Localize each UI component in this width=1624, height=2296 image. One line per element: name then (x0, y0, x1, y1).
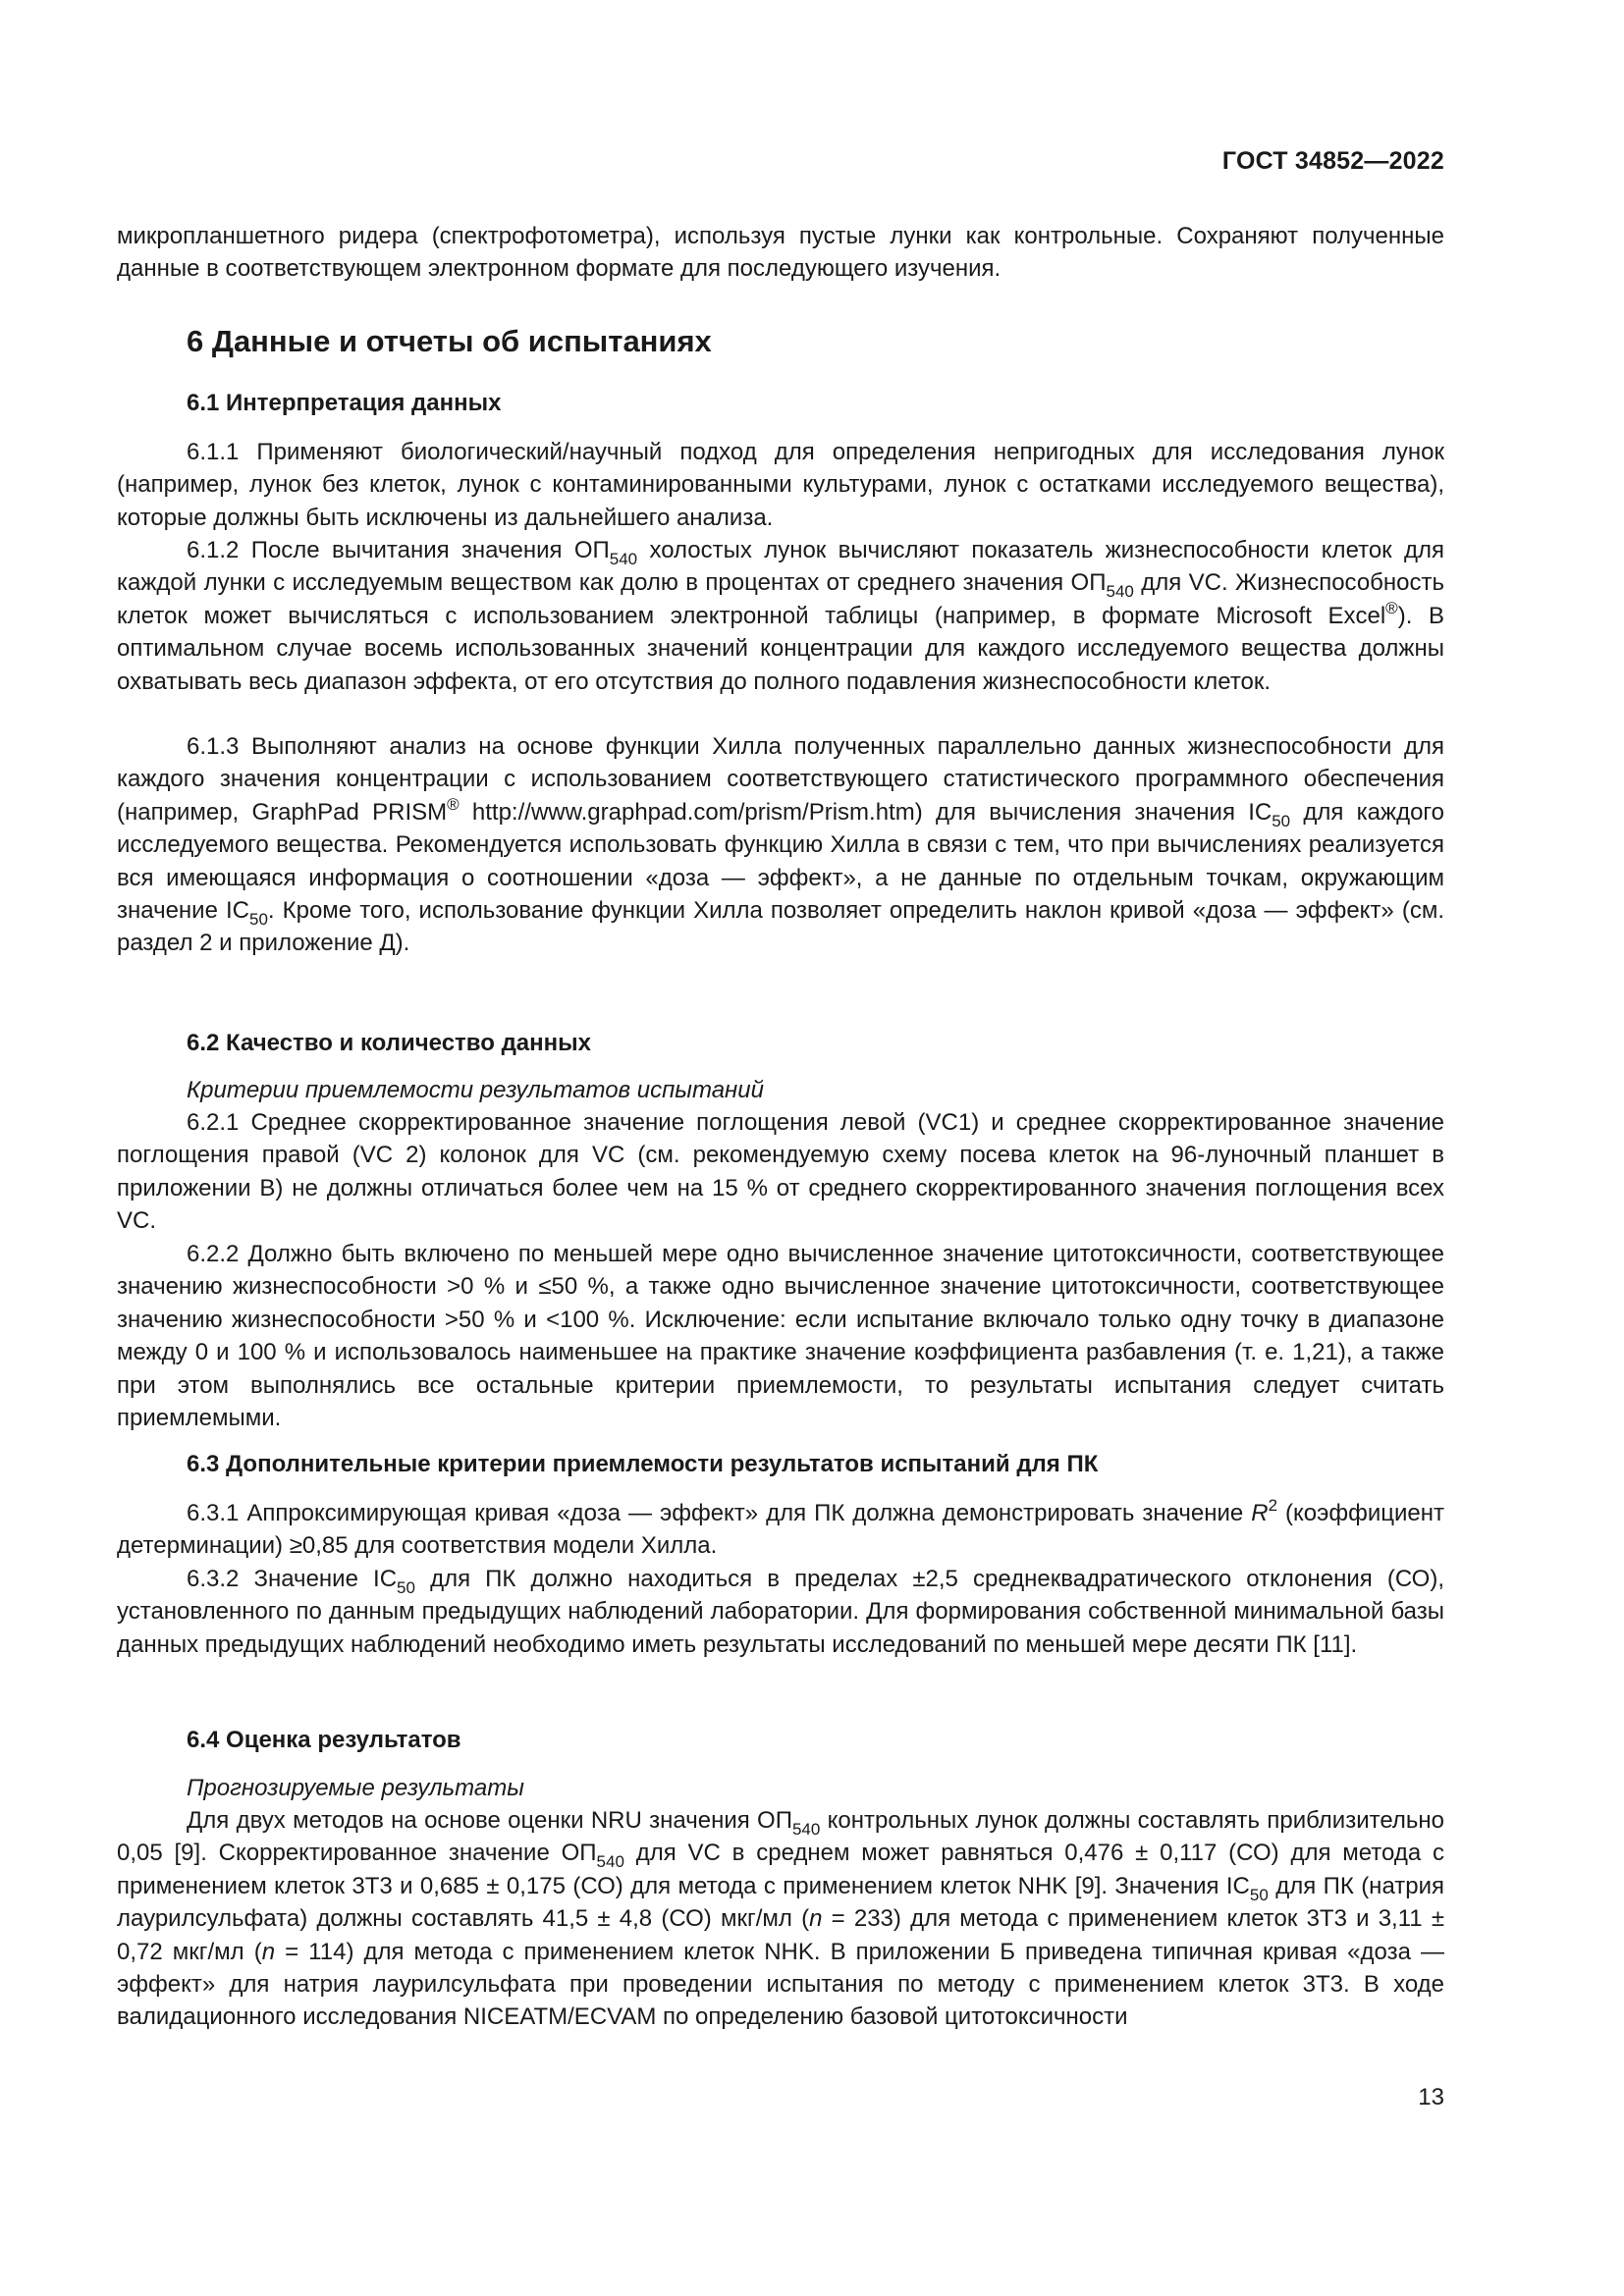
page-number: 13 (1418, 2084, 1444, 2110)
section-6-4-subtitle: Прогнозируемые результаты (187, 1775, 524, 1801)
paragraph-6-4: Для двух методов на основе оценки NRU значения $ОП_{540}$ контрольных лунок должны составлять приблизительно 0,05 [9]. Скорректированное значение $ОП_{540}$ для VC в среднем может равняться 0,476 ± 0,117 (СО) для метода с применением клеток 3Т3 и 0,685 ± 0,175 (СО) для метода с применением клеток NHK [9]. Значения $IC_{50}$ для ПК (натрия лаурилсульфата) должны составлять 41,5 ± 4,8 (СО) мкг/мл (n = 233) для метода с применением клеток 3Т3 и 3,11 ± 0,72 мкг/мл (n = 114) для метода с применением клеток NHK. В приложении Б приведена типичная кривая «доза — эффект» для натрия лаурилсульфата при проведении испытания по методу с применением клеток 3Т3. В ходе валидационного исследования NICEATM/ECVAM по определению базовой цитотоксичности (117, 1807, 1445, 2031)
section-6-2-subtitle: Критерии приемлемости результатов испытаний (187, 1077, 764, 1103)
paragraph-6-1-2: 6.1.2 После вычитания значения $ОП_{540}$ холостых лунок вычисляют показатель жизнеспособности клеток для каждой лунки с исследуемым веществом как долю в процентах от среднего значения $ОП_{540}$ для VC. Жизнеспособность клеток может вычисляться с использованием электронной таблицы (например, в формате Microsoft Excel®). В оптимальном случае восемь использованных значений концентрации для каждого исследуемого вещества должны охватывать весь диапазон эффекта, от его отсутствия до полного подавления жизнеспособности клеток. (117, 537, 1445, 695)
section-6-2-title: 6.2 Качество и количество данных (187, 1030, 591, 1056)
document-id-header: ГОСТ 34852—2022 (1221, 147, 1444, 175)
intro-paragraph: микропланшетного ридера (спектрофотометра), используя пустые лунки как контрольные. Сохраняют полученные данные в соответствующем электронном формате для последующего изучения. (117, 223, 1444, 283)
paragraph-6-2-1: 6.2.1 Среднее скорректированное значение поглощения левой (VC1) и среднее скорректированное значение поглощения правой (VC 2) колонок для VC (см. рекомендуемую схему посева клеток на 96-луночный планшет в приложении В) не должны отличаться более чем на 15 % от среднего скорректированного значения поглощения всех VC. (117, 1109, 1444, 1235)
paragraph-6-1-3: 6.1.3 Выполняют анализ на основе функции Хилла полученных параллельно данных жизнеспособности для каждого значения концентрации с использованием соответствующего статистического программного обеспечения (например, GraphPad PRISM® http://www.graphpad.com/prism/Prism.htm) для вычисления значения $IC_{50}$ для каждого исследуемого вещества. Рекомендуется использовать функцию Хилла в связи с тем, что при вычислениях реализуется вся имеющаяся информация о соотношении «доза — эффект», а не данные по отдельным точкам, окружающим значение $IC_{50}$. Кроме того, использование функции Хилла позволяет определить наклон кривой «доза — эффект» (см. раздел 2 и приложение Д). (117, 733, 1444, 957)
paragraph-6-3-1: 6.3.1 Аппроксимирующая кривая «доза — эффект» для ПК должна демонстрировать значение $R^2$ (коэффициент детерминации) ≥0,85 для соответствия модели Хилла. (117, 1496, 1445, 1560)
section-6-4-title: 6.4 Оценка результатов (187, 1727, 461, 1753)
section-6-title: 6 Данные и отчеты об испытаниях (187, 324, 712, 358)
paragraph-6-3-2: 6.3.2 Значение $IC_{50}$ для ПК должно находиться в пределах ±2,5 среднеквадратического отклонения (СО), установленного по данным предыдущих наблюдений лаборатории. Для формирования собственной минимальной базы данных предыдущих наблюдений необходимо иметь результаты исследований по меньшей мере десяти ПК [11]. (117, 1566, 1444, 1658)
paragraph-6-1-1: 6.1.1 Применяют биологический/научный подход для определения непригодных для исследования лунок (например, лунок без клеток, лунок с контаминированными культурами, лунок с остатками исследуемого вещества), которые должны быть исключены из дальнейшего анализа. (117, 439, 1444, 531)
section-6-1-title: 6.1 Интерпретация данных (187, 390, 502, 416)
paragraph-6-2-2: 6.2.2 Должно быть включено по меньшей мере одно вычисленное значение цитотоксичности, соответствующее значению жизнеспособности >0 % и ≤50 %, а также одно вычисленное значение цитотоксичности, соответствующее значению жизнеспособности >50 % и <100 %. Исключение: если испытание включало только одну точку в диапазоне между 0 и 100 % и использовалось наименьшее на практике значение коэффициента разбавления (т. е. 1,21), а также при этом выполнялись все остальные критерии приемлемости, то результаты испытания следует считать приемлемыми. (117, 1241, 1444, 1432)
section-6-3-title: 6.3 Дополнительные критерии приемлемости результатов испытаний для ПК (187, 1451, 1099, 1477)
